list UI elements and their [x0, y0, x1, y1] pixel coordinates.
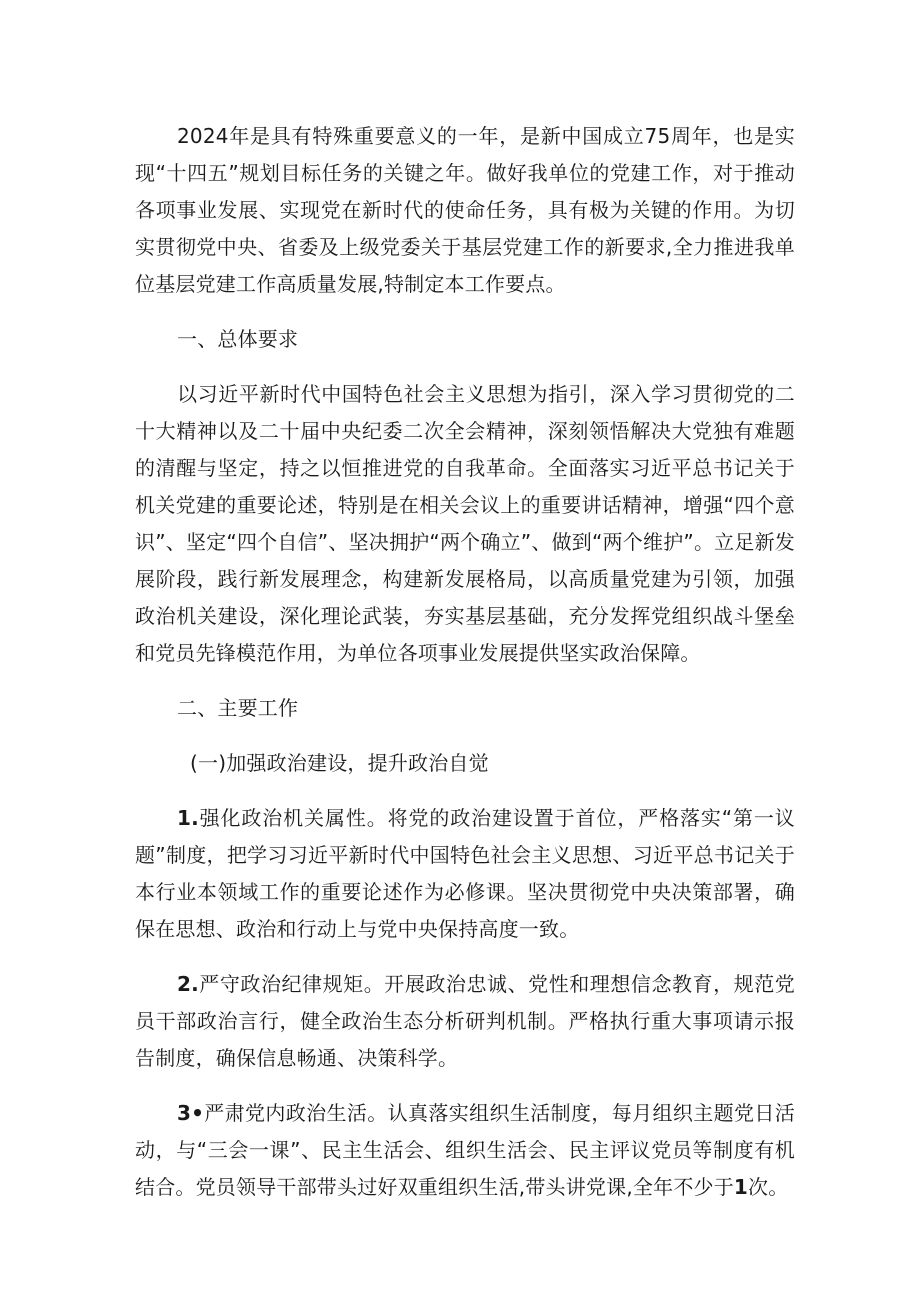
work-item-number: 2.: [177, 972, 199, 996]
work-item-text: 严守政治纪律规矩。开展政治忠诚、党性和理想信念教育，规范党员干部政治言行，健全政治生态分析研判机制。严格执行重大事项请示报告制度，确保信息畅通、决策科学。: [135, 972, 795, 1070]
work-item-number: 1.: [177, 806, 199, 830]
document-body: [135, 118, 795, 1206]
section-heading-main-work: 二、主要工作: [177, 696, 299, 720]
work-item-text: 强化政治机关属性。将党的政治建设置于首位，严格落实“第一议题”制度，把学习习近平新时代中国特色社会主义思想、习近平总书记关于本行业本领域工作的重要论述作为必修课。坚决贯彻党中央决策部署，确保在思想、政治和行动上与党中央保持高度一致。: [135, 806, 795, 941]
work-item-count: 1: [733, 1175, 749, 1199]
work-item-3: [135, 1095, 795, 1206]
general-requirements-paragraph: 以习近平新时代中国特色社会主义思想为指引，深入学习贯彻党的二十大精神以及二十届中央纪委二次全会精神，深刻领悟解决大党独有难题的清醒与坚定，持之以恒推进党的自我革命。全面落实习近平总书记关于机关党建的重要论述，特别是在相关会议上的重要讲话精神，增强“四个意识”、坚定“四个自信”、坚决拥护“两个确立”、做到“两个维护”。立足新发展阶段，践行新发展理念，构建新发展格局，以高质量党建为引领，加强政治机关建设，深化理论武装，夯实基层基础，充分发挥党组织战斗堡垒和党员先锋模范作用，为单位各项事业发展提供坚实政治保障。: [135, 382, 795, 665]
subsection-heading-political-construction: (一)加强政治建设，提升政治自觉: [190, 751, 489, 775]
work-item-text: 严肃党内政治生活。认真落实组织生活制度，每月组织主题党日活动，与“三会一课”、民主生活会、组织生活会、民主评议党员等制度有机结合。党员领导干部带头过好双重组织生活,带头讲党课,全年不少于: [135, 1101, 795, 1199]
section-heading-general-requirements: 一、总体要求: [177, 327, 299, 351]
intro-paragraph: 2024年是具有特殊重要意义的一年，是新中国成立75周年，也是实现“十四五”规划目标任务的关键之年。做好我单位的党建工作，对于推动各项事业发展、实现党在新时代的使命任务，具有极为关键的作用。为切实贯彻党中央、省委及上级党委关于基层党建工作的新要求,全力推进我单位基层党建工作高质量发展,特制定本工作要点。: [135, 124, 795, 296]
work-item-1: [135, 800, 795, 948]
work-item-number: 3•: [177, 1101, 205, 1125]
work-item-2: [135, 966, 795, 1077]
work-item-tail: 次。: [748, 1175, 789, 1199]
